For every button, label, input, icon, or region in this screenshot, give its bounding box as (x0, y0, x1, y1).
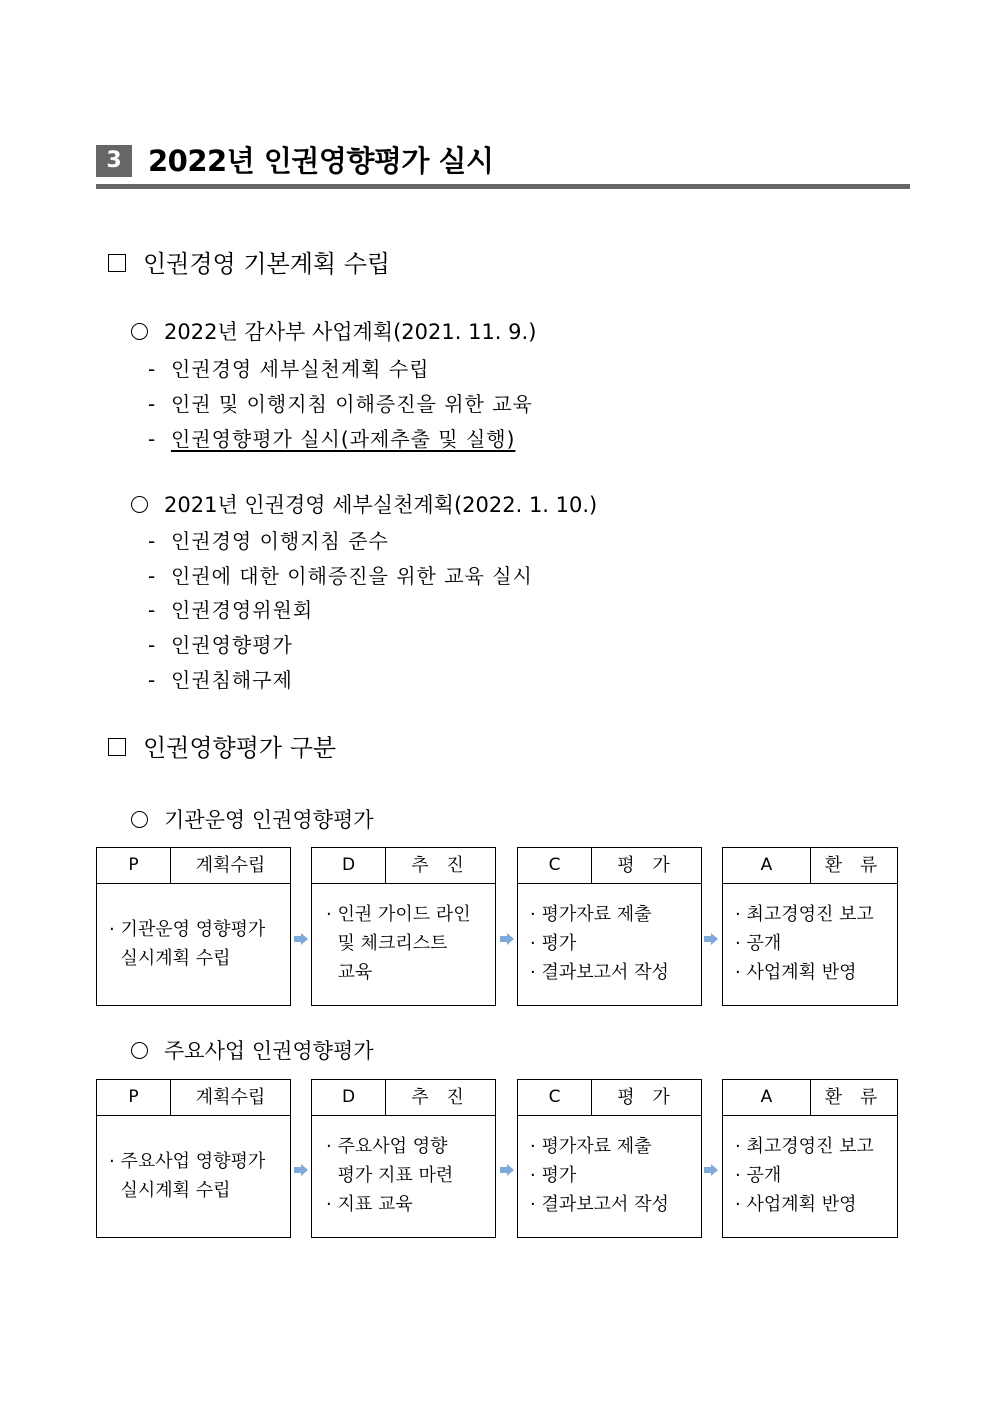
plan-2021-item (148, 667, 293, 693)
card-line: · 최고경영진 보고 (735, 1136, 874, 1157)
card-label: 계획수립 (195, 1087, 266, 1108)
card-label: 환 류 (824, 855, 884, 876)
plan-2021-heading (131, 491, 597, 519)
card-label: 환 류 (824, 1087, 884, 1108)
card-line: 평가 지표 마련 (326, 1165, 454, 1186)
heading-assessment-types-text: 인권영향평가 구분 (143, 734, 337, 762)
card-label: 평 가 (617, 1087, 676, 1108)
card-line: · 평가자료 제출 (530, 904, 652, 925)
heading-assessment-types (108, 733, 336, 763)
plan-2021-item-text: 인권경영위원회 (170, 598, 314, 622)
card-line: · 사업계획 반영 (735, 1194, 857, 1215)
flow-1-card-p (96, 847, 291, 1006)
card-line: · 인권 가이드 라인 (326, 904, 471, 925)
flow-2-card-a (722, 1079, 898, 1238)
card-key: A (723, 1080, 811, 1115)
plan-2021-item (148, 632, 293, 658)
dash-marker: - (148, 668, 157, 692)
square-bullet-icon (108, 254, 126, 272)
arrow-right-icon (294, 1164, 308, 1176)
plan-2022-item (148, 356, 430, 382)
arrow-right-icon (500, 933, 514, 945)
plan-2022-item-text-underlined: 인권영향평가 실시(과제추출 및 실행) (170, 427, 516, 451)
section-title-row (96, 143, 910, 181)
dash-marker: - (148, 357, 157, 381)
circle-bullet-icon (131, 496, 148, 513)
card-key: P (97, 1080, 171, 1115)
card-line: · 사업계획 반영 (735, 962, 857, 983)
arrow-right-icon (500, 1164, 514, 1176)
card-line: · 주요사업 영향 (326, 1136, 448, 1157)
card-key: P (97, 848, 171, 883)
flow-2-heading (131, 1037, 374, 1065)
plan-2021-item (148, 597, 313, 623)
plan-2021-item-text: 인권영향평가 (170, 633, 293, 657)
plan-2021-item-text: 인권에 대한 이해증진을 위한 교육 실시 (170, 564, 533, 588)
card-line: · 공개 (735, 933, 782, 954)
circle-bullet-icon (131, 811, 148, 828)
card-line: · 평가 (530, 933, 577, 954)
plan-2022-date: (2021. 11. 9.) (393, 320, 537, 344)
card-line: 교육 (326, 962, 373, 983)
plan-2021-item-text: 인권침해구제 (170, 668, 293, 692)
card-line: · 주요사업 영향평가 (109, 1151, 266, 1172)
arrow-right-icon (704, 1164, 718, 1176)
plan-2022-item-text: 인권경영 세부실천계획 수립 (170, 357, 430, 381)
plan-2022-item-text: 인권 및 이행지침 이해증진을 위한 교육 (170, 392, 533, 416)
circle-bullet-icon (131, 1042, 148, 1059)
card-key: C (518, 1080, 592, 1115)
dash-marker: - (148, 598, 157, 622)
card-label: 추 진 (411, 855, 470, 876)
flow-1-card-d (311, 847, 496, 1006)
card-line: 및 체크리스트 (326, 933, 448, 954)
card-line: 실시계획 수립 (109, 1180, 231, 1201)
heading-basic-plan-text: 인권경영 기본계획 수립 (143, 250, 391, 278)
plan-2021-item (148, 563, 533, 589)
card-line: · 최고경영진 보고 (735, 904, 874, 925)
plan-2021-date: (2022. 1. 10.) (453, 493, 598, 517)
flow-2-card-c (517, 1079, 702, 1238)
plan-2022-item (148, 426, 515, 452)
title-divider (96, 184, 910, 189)
plan-2022-item (148, 391, 533, 417)
dash-marker: - (148, 427, 157, 451)
card-label: 추 진 (411, 1087, 470, 1108)
heading-basic-plan (108, 249, 390, 279)
card-key: C (518, 848, 592, 883)
plan-2022-heading (131, 318, 536, 346)
circle-bullet-icon (131, 323, 148, 340)
flow-1-heading (131, 806, 374, 834)
card-line: · 결과보고서 작성 (530, 962, 669, 983)
dash-marker: - (148, 392, 157, 416)
plan-2021-item (148, 528, 389, 554)
card-line: · 기관운영 영향평가 (109, 919, 266, 940)
card-line: · 평가 (530, 1165, 577, 1186)
card-line: 실시계획 수립 (109, 948, 231, 969)
card-key: D (312, 1080, 386, 1115)
card-line: · 지표 교육 (326, 1194, 413, 1215)
arrow-right-icon (294, 933, 308, 945)
flow-1-title: 기관운영 인권영향평가 (164, 808, 374, 832)
flow-2-title: 주요사업 인권영향평가 (164, 1039, 374, 1063)
section-number-badge: 3 (96, 145, 132, 177)
dash-marker: - (148, 633, 157, 657)
flow-1-card-c (517, 847, 702, 1006)
card-line: · 평가자료 제출 (530, 1136, 652, 1157)
plan-2021-title: 2021년 인권경영 세부실천계획 (164, 493, 454, 517)
card-line: · 공개 (735, 1165, 782, 1186)
dash-marker: - (148, 529, 157, 553)
plan-2021-item-text: 인권경영 이행지침 준수 (170, 529, 389, 553)
flow-2-card-p (96, 1079, 291, 1238)
plan-2022-title: 2022년 감사부 사업계획 (164, 320, 394, 344)
flow-2-card-d (311, 1079, 496, 1238)
dash-marker: - (148, 564, 157, 588)
card-key: A (723, 848, 811, 883)
card-label: 계획수립 (195, 855, 266, 876)
section-title: 2022년 인권영향평가 실시 (148, 144, 494, 178)
square-bullet-icon (108, 738, 126, 756)
flow-1-card-a (722, 847, 898, 1006)
arrow-right-icon (704, 933, 718, 945)
card-line: · 결과보고서 작성 (530, 1194, 669, 1215)
card-label: 평 가 (617, 855, 676, 876)
card-key: D (312, 848, 386, 883)
